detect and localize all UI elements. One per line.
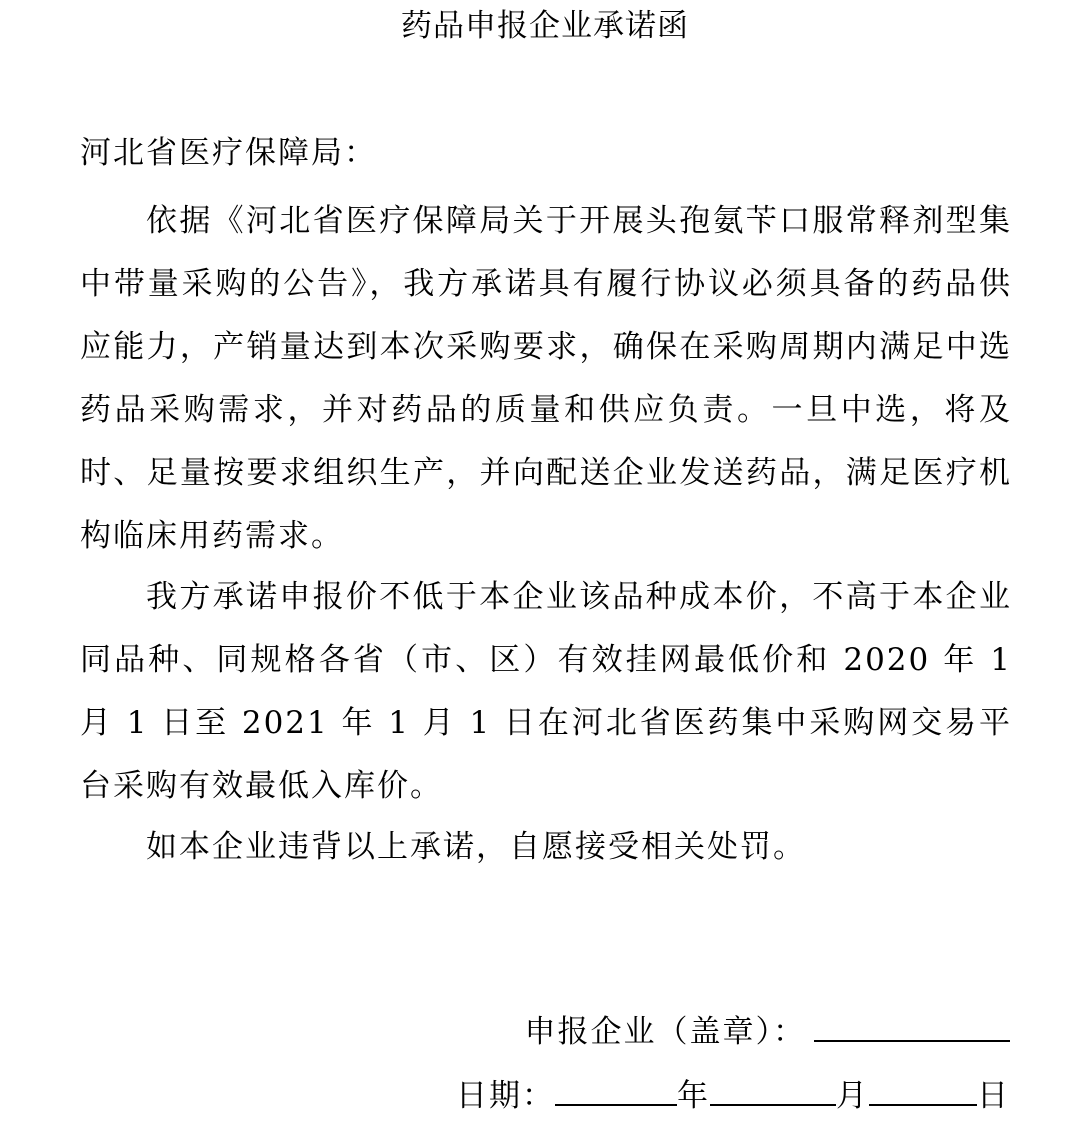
year-label: 年 (677, 1078, 710, 1114)
salutation: 河北省医疗保障局： (80, 135, 377, 171)
date-label: 日期： (456, 1078, 555, 1114)
signature-date-row (456, 1074, 1010, 1118)
month-label: 月 (836, 1078, 869, 1114)
document-title: 药品申报企业承诺函 (401, 8, 689, 44)
signature-company-row (525, 1010, 1011, 1054)
paragraph-price-commitment: 我方承诺申报价不低于本企业该品种成本价，不高于本企业同品种、同规格各省（市、区）有效挂网最低价和 2020 年 1 月 1 日至 2021 年 1 月 1 日在河北省医药集中采购网交易平台采购有效最低入库价。 (80, 579, 1012, 804)
company-seal-label: 申报企业（盖章）： (524, 1014, 806, 1050)
company-seal-blank[interactable] (814, 1010, 1010, 1042)
year-blank[interactable] (555, 1074, 677, 1106)
paragraph-penalty: 如本企业违背以上承诺，自愿接受相关处罚。 (146, 829, 806, 865)
day-label: 日 (977, 1078, 1010, 1114)
paragraph-basis: 依据《河北省医疗保障局关于开展头孢氨苄口服常释剂型集中带量采购的公告》，我方承诺具有履行协议必须具备的药品供应能力，产销量达到本次采购要求，确保在采购周期内满足中选药品采购需求，并对药品的质量和供应负责。一旦中选，将及时、足量按要求组织生产，并向配送企业发送药品，满足医疗机构临床用药需求。 (80, 203, 1012, 554)
day-blank[interactable] (869, 1074, 977, 1106)
month-blank[interactable] (710, 1074, 836, 1106)
